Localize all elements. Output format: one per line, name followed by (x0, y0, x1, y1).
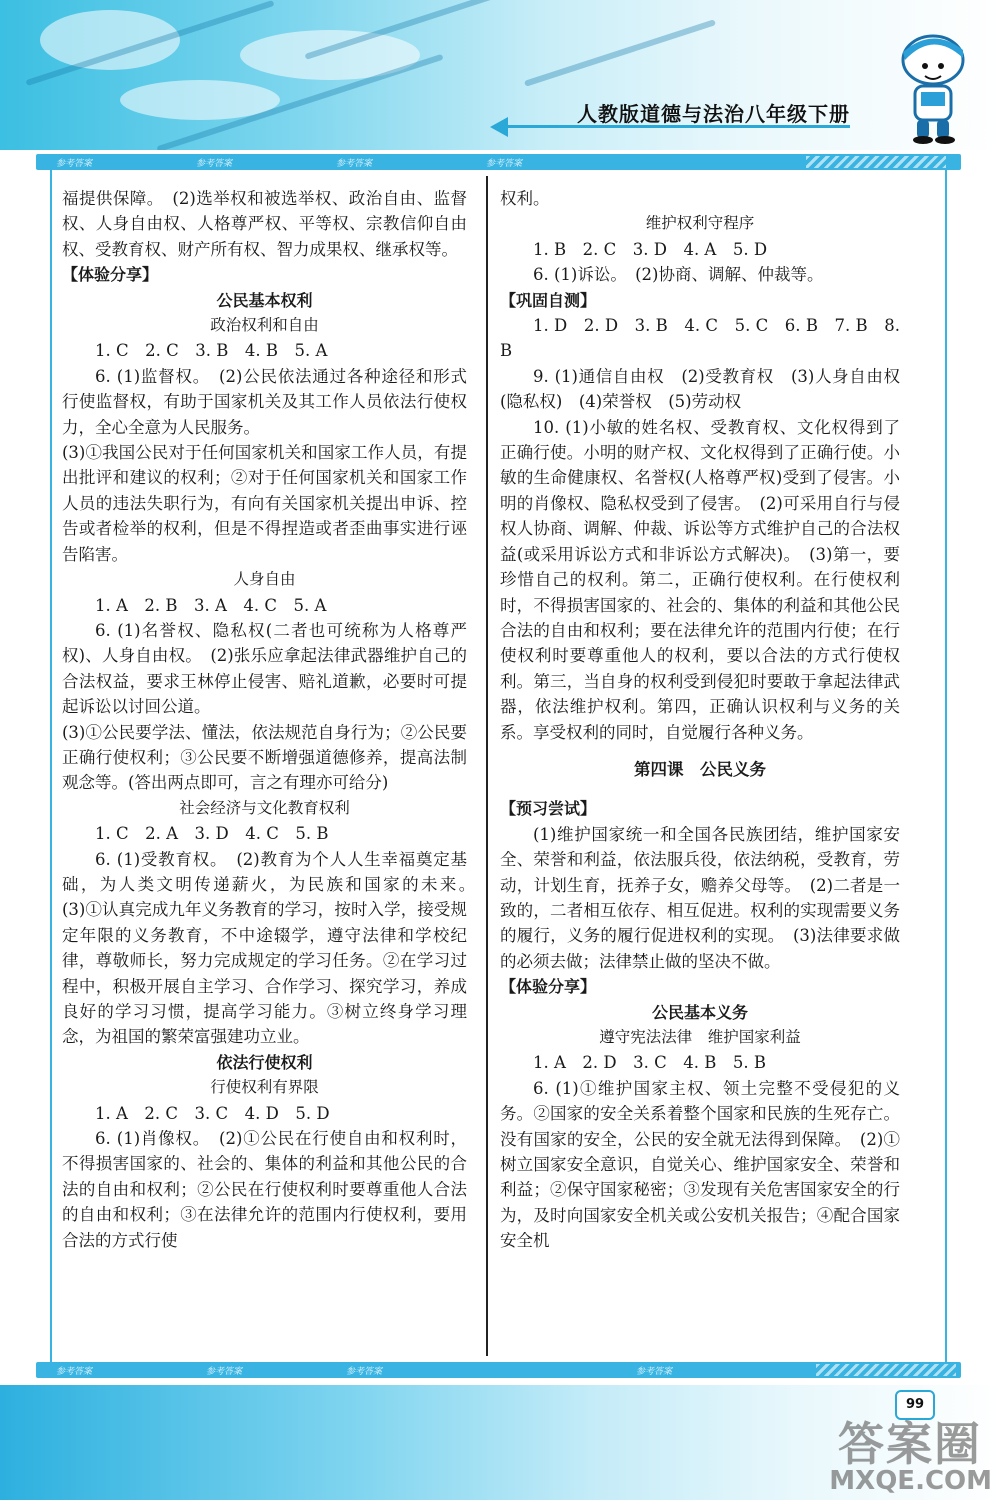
answer-paragraph: 福提供保障。 (2)选举权和被选举权、政治自由、监督权、人身自由权、人格尊严权、平等权、宗教信仰自由权、受教育权、财产所有权、智力成果权、继承权等。 (62, 189, 467, 259)
frame-tag: 参考答案 (56, 1367, 93, 1377)
answer-paragraph: 9. (1)通信自由权 (2)受教育权 (3)人身自由权(隐私权) (4)荣誉权 (5)劳动权 (500, 366, 900, 412)
section-heading: 【巩固自测】 (500, 290, 597, 310)
frame-left-border (50, 170, 52, 1362)
subtopic-heading: 政治权利和自由 (210, 316, 319, 335)
answer-paragraph: 1. A 2. D 3. C 4. B 5. B (533, 1053, 766, 1073)
answer-paragraph: 6. (1)肖像权。 (2)①公民在行使自由和权利时，不得损害国家的、社会的、集体的利益和其他公民的合法的自由和权利；②公民在行使权利时要尊重他人合法的自由和权利；③在法律允许的范围内行使权利，要用合法的方式行使 (62, 1129, 467, 1250)
frame-stripes (816, 1364, 956, 1376)
book-title: 人教版道德与法治八年级下册 (577, 102, 850, 126)
mascot-illustration (885, 30, 980, 145)
frame-right-border (945, 170, 947, 1362)
frame-tag: 参考答案 (346, 1367, 383, 1377)
right-column (500, 186, 900, 1254)
frame-tag: 参考答案 (56, 159, 93, 169)
frame-bottom-bar (36, 1362, 961, 1378)
subtopic-heading: 社会经济与文化教育权利 (179, 798, 350, 817)
section-heading: 【体验分享】 (62, 265, 159, 285)
topic-heading: 依法行使权利 (216, 1052, 313, 1072)
answer-paragraph: 1. C 2. A 3. D 4. C 5. B (95, 824, 329, 844)
answer-paragraph: (3)①我国公民对于任何国家机关和国家工作人员，有提出批评和建议的权利；②对于任何国家机关和国家工作人员的违法失职行为，有向有关国家机关提出申诉、控告或者检举的权利，但是不得捏造或者歪曲事实进行诬告陷害。 (62, 443, 467, 564)
topic-heading: 公民基本义务 (651, 1002, 748, 1022)
answer-paragraph: 6. (1)监督权。 (2)公民依法通过各种途径和形式行使监督权，有助于国家机关及其工作人员依法行使权力，全心全意为人民服务。 (62, 366, 467, 437)
watermark-cn: 答案圈 (838, 1417, 982, 1471)
subtopic-heading: 遵守宪法法律 维护国家利益 (599, 1028, 801, 1046)
frame-stripes (806, 156, 946, 168)
section-heading: 【预习尝试】 (500, 799, 597, 819)
topic-heading: 公民基本权利 (216, 290, 313, 310)
answer-paragraph: 1. A 2. B 3. A 4. C 5. A (95, 595, 327, 615)
answer-paragraph: 权利。 (500, 189, 550, 208)
frame-tag: 参考答案 (196, 159, 233, 169)
column-divider (486, 176, 488, 1356)
answer-paragraph: 6. (1)诉讼。 (2)协商、调解、仲裁等。 (533, 265, 824, 285)
subtopic-heading: 行使权利有界限 (210, 1078, 319, 1097)
watermark-en: MXQE.COM (829, 1466, 992, 1496)
answer-paragraph: (1)维护国家统一和全国各民族团结，维护国家安全、荣誉和利益，依法服兵役，依法纳税，受教育，劳动，计划生育，抚养子女，赡养父母等。 (2)二者是一致的，二者相互依存、相互促进。权利的实现需要义务的履行，义务的履行促进权利的实现。 (3)法律要求做的必须去做；法律禁止做的坚决不做。 (500, 824, 900, 971)
subtopic-heading: 人身自由 (233, 570, 296, 589)
lesson-heading: 第四课 公民义务 (634, 759, 766, 779)
left-column (62, 186, 484, 1253)
answer-paragraph: 6. (1)受教育权。 (2)教育为个人人生幸福奠定基础，为人类文明传递薪火，为民族和国家的未来。 (3)①认真完成九年义务教育的学习，按时入学，接受规定年限的义务教育，不中途辍学，遵守法律和学校纪律，尊敬师长，努力完成规定的学习任务。②在学习过程中，积极开展自主学习、合作学习、探究学习，养成良好的学习习惯，提高学习能力。③树立终身学习理念，为祖国的繁荣富强建功立业。 (62, 849, 484, 1047)
answer-paragraph: 1. A 2. C 3. C 4. D 5. D (95, 1103, 330, 1123)
frame-tag: 参考答案 (636, 1367, 673, 1377)
answer-paragraph: 1. B 2. C 3. D 4. A 5. D (533, 239, 768, 259)
frame-tag: 参考答案 (206, 1367, 243, 1377)
section-heading: 【体验分享】 (500, 977, 597, 997)
answer-paragraph: (3)①公民要学法、懂法，依法规范自身行为；②公民要正确行使权利；③公民要不断增强道德修养，提高法制观念等。(答出两点即可，言之有理亦可给分) (62, 722, 467, 793)
frame-tag: 参考答案 (336, 159, 373, 169)
answer-paragraph: 1. C 2. C 3. B 4. B 5. A (95, 341, 328, 361)
page-number: 99 (895, 1390, 935, 1420)
frame-top-bar (36, 154, 961, 170)
answer-paragraph: 1. D 2. D 3. B 4. C 5. C 6. B 7. B 8. B (500, 316, 900, 361)
frame-tag: 参考答案 (486, 159, 523, 169)
subtopic-heading: 维护权利守程序 (645, 214, 755, 233)
answer-paragraph: 10. (1)小敏的姓名权、受教育权、文化权得到了正确行使。小明的财产权、文化权得到了正确行使。小敏的生命健康权、名誉权(人格尊严权)受到了侵害。小明的肖像权、隐私权受到了侵害。 (2)可采用自行与侵权人协商、调解、仲裁、诉讼等方式维护自己的合法权益(或采用诉讼方式和非诉讼方式解决)。 (3)第一，要珍惜自己的权利。第二，正确行使权利。在行使权利时，不得损害国家的、社会的、集体的利益和其他公民合法的自由和权利；要在法律允许的范围内行使；在行使权利时要尊重他人的权利，要以合法的方式行使权利。第三，当自身的权利受到侵犯时要敢于拿起法律武器，依法维护权利。第四，正确认识权利与义务的关系。享受权利的同时，自觉履行各种义务。 (500, 417, 900, 742)
answer-paragraph: 6. (1)名誉权、隐私权(二者也可统称为人格尊严权)、人身自由权。 (2)张乐应拿起法律武器维护自己的合法权益，要求王林停止侵害、赔礼道歉，必要时可提起诉讼以讨回公道。 (62, 620, 467, 717)
answer-paragraph: 6. (1)①维护国家主权、领土完整不受侵犯的义务。②国家的安全关系着整个国家和民族的生死存亡。没有国家的安全，公民的安全就无法得到保障。 (2)①树立国家安全意识，自觉关心、维护国家安全、荣誉和利益；②保守国家秘密；③发现有关危害国家安全的行为，及时向国家安全机关或公安机关报告；④配合国家安全机 (500, 1078, 900, 1251)
